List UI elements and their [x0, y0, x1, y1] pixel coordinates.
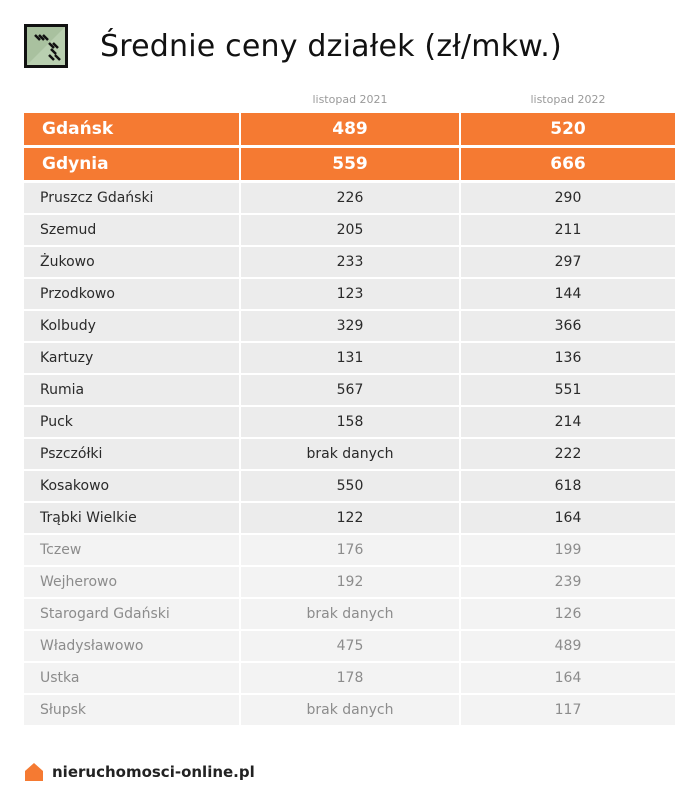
page-title: Średnie ceny działek (zł/mkw.) [100, 28, 562, 64]
municipality-cell: Gdańsk [24, 113, 239, 145]
value-2021-cell: 176 [241, 535, 459, 565]
municipality-cell: Pszczółki [24, 439, 239, 469]
table-row [24, 631, 675, 661]
table-row [24, 471, 675, 501]
value-2022-cell: 144 [461, 279, 675, 309]
footer [24, 762, 255, 782]
value-2021-cell: 475 [241, 631, 459, 661]
municipality-cell: Gdynia [24, 148, 239, 180]
table-row [24, 599, 675, 629]
municipality-cell: Trąbki Wielkie [24, 503, 239, 533]
table-row [24, 407, 675, 437]
municipality-cell: Starogard Gdański [24, 599, 239, 629]
value-2021-cell: 559 [241, 148, 459, 180]
value-2022-cell: 290 [461, 183, 675, 213]
value-2021-cell: 158 [241, 407, 459, 437]
value-2021-cell: brak danych [241, 599, 459, 629]
municipality-cell: Rumia [24, 375, 239, 405]
municipality-cell: Puck [24, 407, 239, 437]
table-row [24, 279, 675, 309]
value-2022-cell: 297 [461, 247, 675, 277]
table-row [24, 183, 675, 213]
price-table [24, 88, 675, 727]
value-2022-cell: 222 [461, 439, 675, 469]
table-row [24, 215, 675, 245]
value-2021-cell: brak danych [241, 695, 459, 725]
value-2022-cell: 211 [461, 215, 675, 245]
value-2021-cell: 205 [241, 215, 459, 245]
value-2021-cell: 178 [241, 663, 459, 693]
table-body [24, 113, 675, 725]
brand-name: nieruchomosci-online.pl [52, 763, 255, 781]
municipality-cell: Przodkowo [24, 279, 239, 309]
value-2022-cell: 164 [461, 663, 675, 693]
table-row [24, 567, 675, 597]
value-2022-cell: 366 [461, 311, 675, 341]
value-2021-cell: 567 [241, 375, 459, 405]
value-2022-cell: 239 [461, 567, 675, 597]
municipality-cell: Słupsk [24, 695, 239, 725]
municipality-cell: Żukowo [24, 247, 239, 277]
value-2022-cell: 199 [461, 535, 675, 565]
value-2021-cell: 192 [241, 567, 459, 597]
value-2021-cell: brak danych [241, 439, 459, 469]
value-2022-cell: 136 [461, 343, 675, 373]
value-2021-cell: 233 [241, 247, 459, 277]
value-2022-cell: 117 [461, 695, 675, 725]
municipality-cell: Kosakowo [24, 471, 239, 501]
municipality-cell: Kolbudy [24, 311, 239, 341]
column-header-2022: listopad 2022 [530, 92, 606, 106]
municipality-cell: Szemud [24, 215, 239, 245]
value-2021-cell: 123 [241, 279, 459, 309]
value-2021-cell: 489 [241, 113, 459, 145]
table-row [24, 311, 675, 341]
column-header-2021: listopad 2021 [312, 92, 388, 106]
value-2022-cell: 618 [461, 471, 675, 501]
column-header-municipality [24, 88, 239, 110]
table-row [24, 113, 675, 145]
municipality-cell: Wejherowo [24, 567, 239, 597]
table-row [24, 695, 675, 725]
header [24, 24, 562, 68]
value-2022-cell: 164 [461, 503, 675, 533]
value-2022-cell: 489 [461, 631, 675, 661]
value-2022-cell: 666 [461, 148, 675, 180]
value-2021-cell: 226 [241, 183, 459, 213]
table-row [24, 439, 675, 469]
value-2022-cell: 214 [461, 407, 675, 437]
table-row [24, 535, 675, 565]
municipality-cell: Kartuzy [24, 343, 239, 373]
municipality-cell: Władysławowo [24, 631, 239, 661]
value-2022-cell: 520 [461, 113, 675, 145]
value-2022-cell: 126 [461, 599, 675, 629]
value-2021-cell: 122 [241, 503, 459, 533]
value-2021-cell: 131 [241, 343, 459, 373]
municipality-cell: Tczew [24, 535, 239, 565]
plot-map-icon [24, 24, 68, 68]
house-icon [24, 762, 44, 782]
value-2021-cell: 550 [241, 471, 459, 501]
municipality-cell: Pruszcz Gdański [24, 183, 239, 213]
table-row [24, 148, 675, 180]
municipality-cell: Ustka [24, 663, 239, 693]
table-row [24, 247, 675, 277]
value-2022-cell: 551 [461, 375, 675, 405]
value-2021-cell: 329 [241, 311, 459, 341]
table-header-row [24, 88, 675, 110]
table-row [24, 343, 675, 373]
table-row [24, 375, 675, 405]
table-row [24, 503, 675, 533]
table-row [24, 663, 675, 693]
